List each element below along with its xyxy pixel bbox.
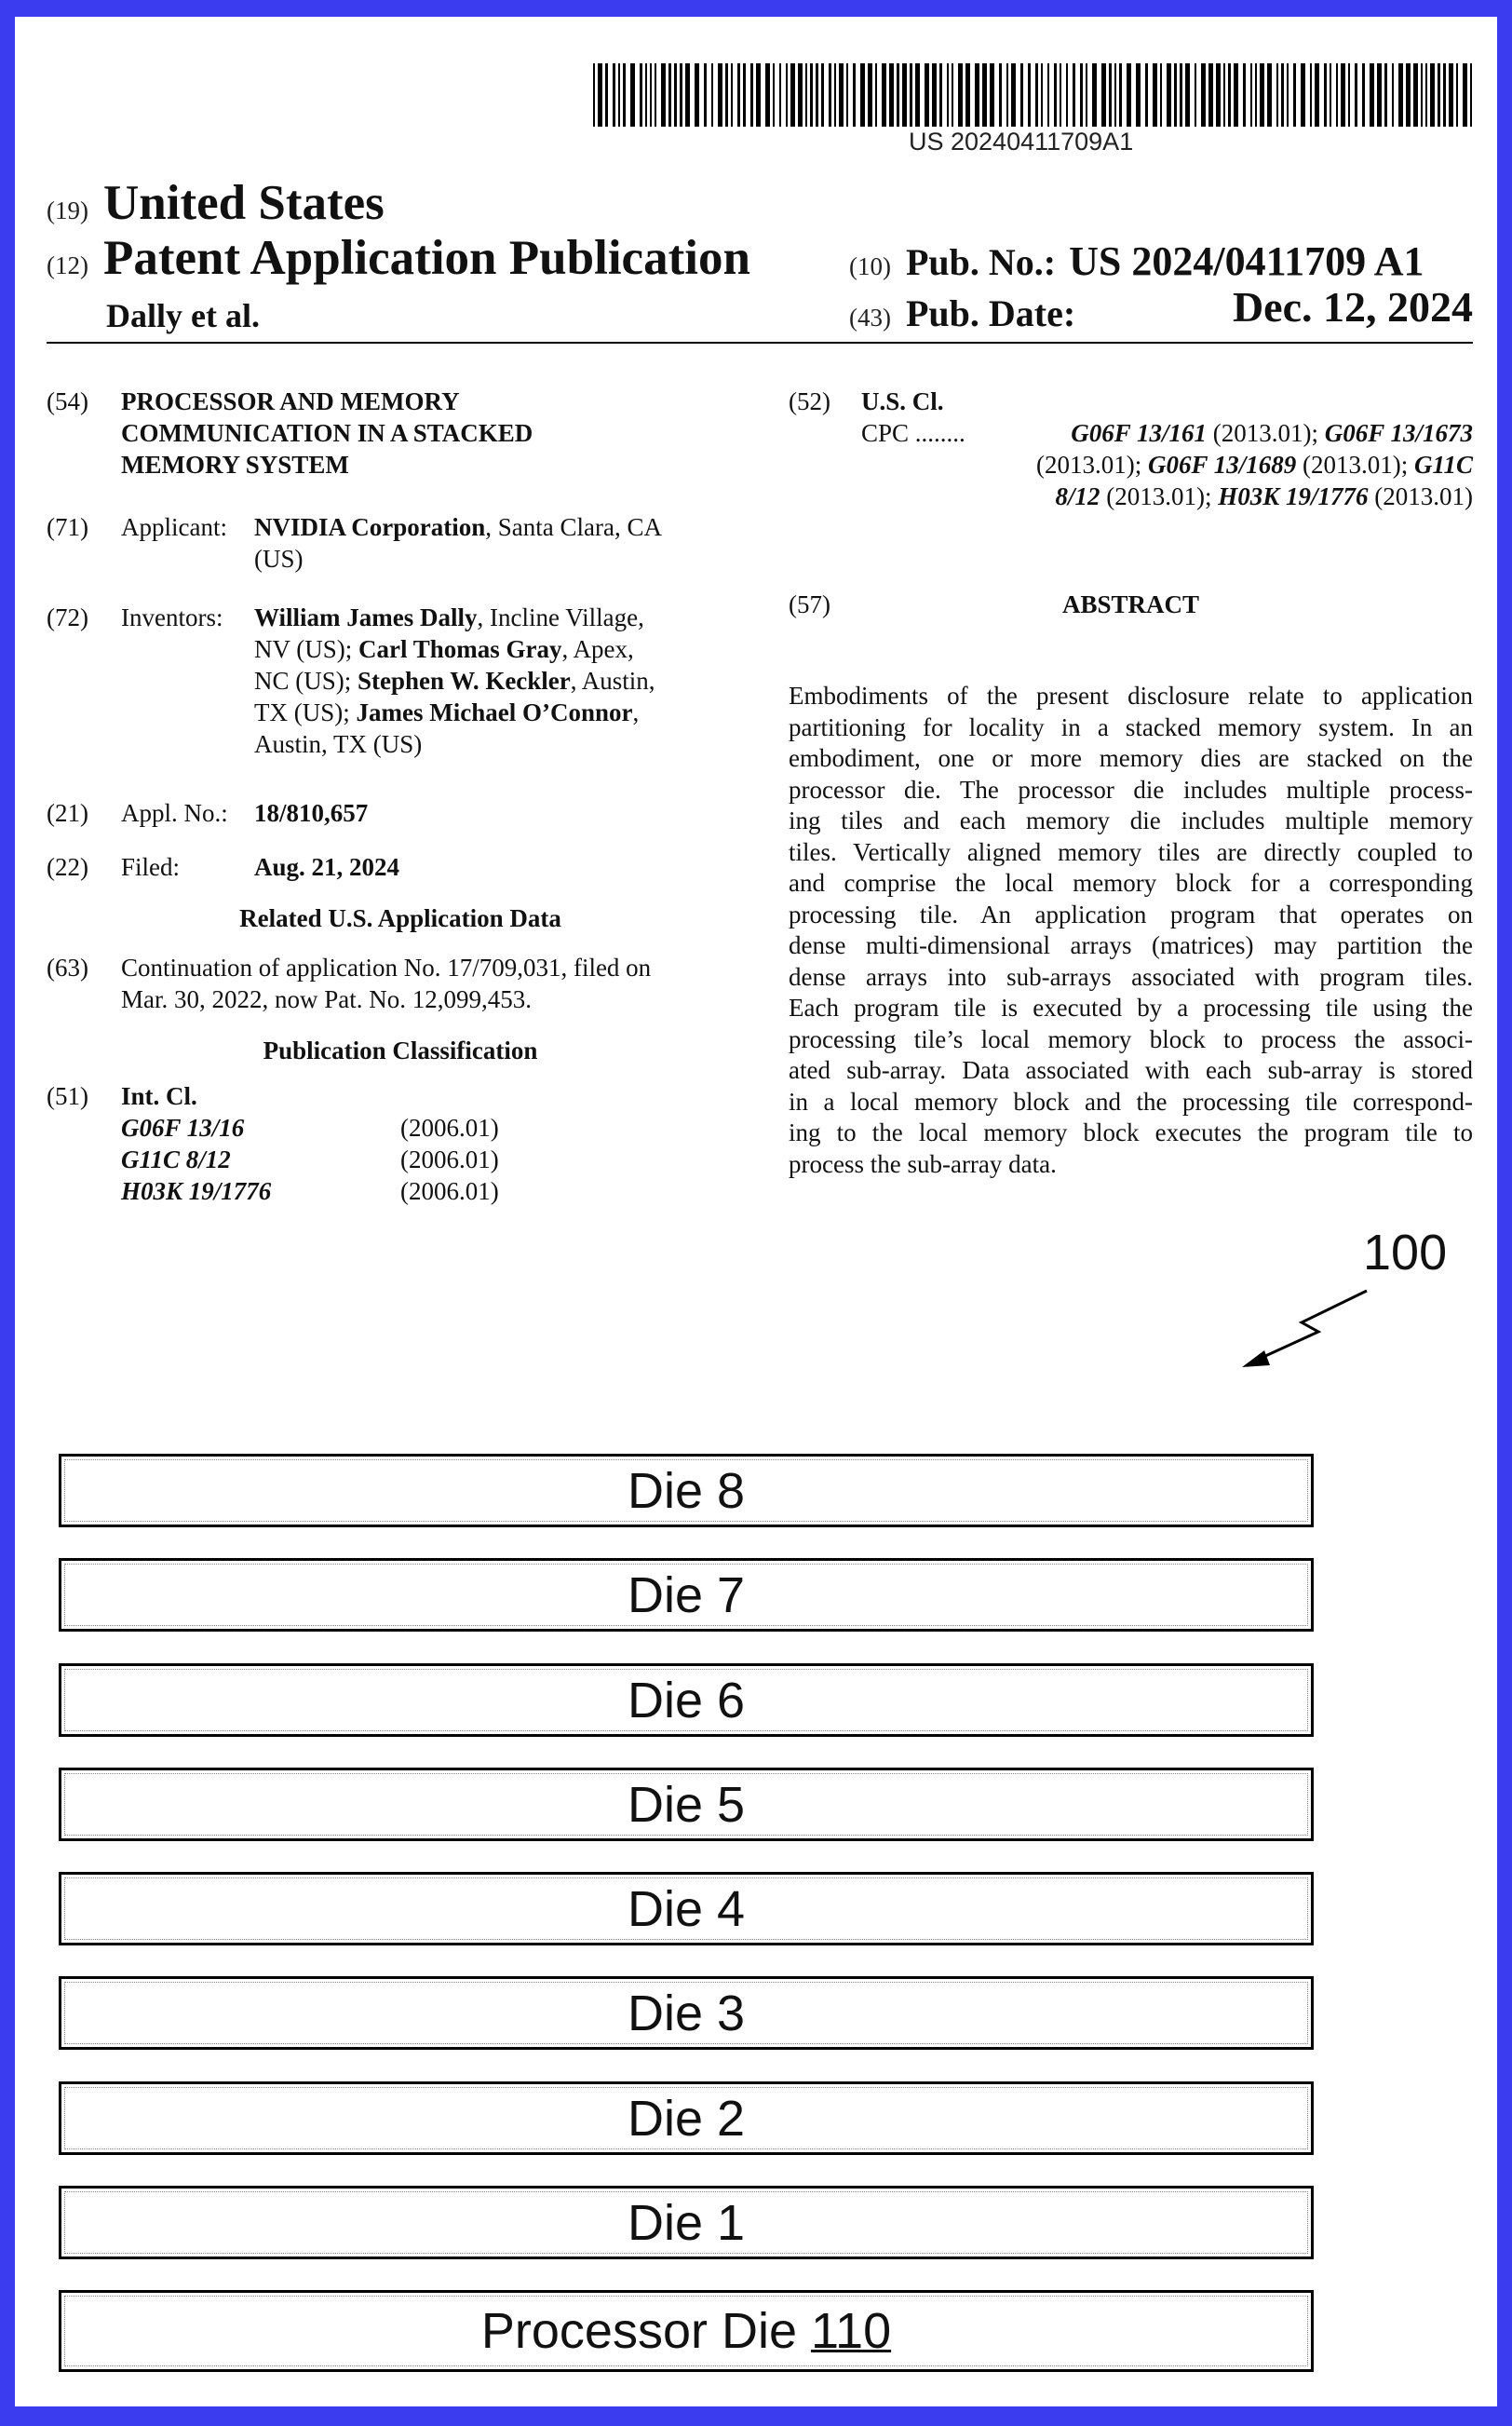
barcode-bar xyxy=(1243,63,1246,127)
uscl-label: U.S. Cl. xyxy=(861,387,944,415)
die-5: Die 5 xyxy=(59,1768,1314,1841)
barcode-bar xyxy=(1145,63,1148,127)
barcode-bar xyxy=(1449,63,1453,127)
barcode-bar xyxy=(1276,63,1278,127)
barcode-bar xyxy=(1281,63,1284,127)
barcode-bar xyxy=(1470,63,1472,127)
barcode-bar xyxy=(598,63,602,127)
barcode-bar xyxy=(1362,63,1365,127)
pub-no-line xyxy=(849,237,1424,285)
related-heading: Related U.S. Application Data xyxy=(239,904,561,932)
barcode-bar xyxy=(1301,63,1305,127)
barcode-bar xyxy=(860,63,865,127)
barcode-bar xyxy=(650,63,652,127)
barcode-bar xyxy=(1054,63,1057,127)
barcode-bar xyxy=(1421,63,1423,127)
barcode-bar xyxy=(1086,63,1087,127)
barcode-bar xyxy=(821,63,824,127)
applicant-code: (71) xyxy=(47,513,88,541)
inventor-1-loc2: NV (US); xyxy=(254,635,359,663)
barcode-bar xyxy=(1160,63,1162,127)
barcode-bar xyxy=(829,63,831,127)
barcode-bar xyxy=(1348,63,1350,127)
processor-die xyxy=(59,2290,1314,2372)
barcode-bar xyxy=(910,63,912,127)
die-2: Die 2 xyxy=(59,2081,1314,2155)
inventor-4-name: James Michael O’Connor xyxy=(356,698,633,726)
intcl-row xyxy=(121,1144,549,1175)
barcode-bar xyxy=(731,63,733,127)
barcode-bar xyxy=(718,63,722,127)
cpc-code-4b: 8/12 xyxy=(1055,482,1100,510)
barcode-bar xyxy=(1330,63,1331,127)
barcode-bar xyxy=(939,63,942,127)
processor-die-ref: 110 xyxy=(811,2303,892,2359)
cpc-code-2: G06F 13/1673 xyxy=(1324,419,1473,447)
continuation xyxy=(121,952,763,1015)
barcode-bar xyxy=(640,63,642,127)
barcode-bar xyxy=(1310,63,1312,127)
pub-no-code: (10) xyxy=(849,252,891,280)
barcode-bar xyxy=(661,63,666,127)
abstract-line: embodiment, one or more memory dies are stacked on the xyxy=(789,744,1473,772)
barcode-bar xyxy=(1174,63,1177,127)
pub-date-code: (43) xyxy=(849,304,891,332)
publication-type-line xyxy=(47,230,750,286)
barcode-bar xyxy=(1109,63,1112,127)
barcode-bar xyxy=(737,63,740,127)
reference-arrow-icon xyxy=(1225,1283,1374,1376)
appl-number: 18/810,657 xyxy=(254,799,369,827)
intcl-year-3: (2006.01) xyxy=(400,1177,499,1205)
title-line-2: COMMUNICATION IN A STACKED xyxy=(121,419,533,447)
continuation-line-2: Mar. 30, 2022, now Pat. No. 12,099,453. xyxy=(121,985,532,1013)
barcode-bar xyxy=(1041,63,1043,127)
barcode-bar xyxy=(655,63,656,127)
barcode-bar xyxy=(1060,63,1061,127)
continuation-line-1: Continuation of application No. 17/709,031, filed on xyxy=(121,954,652,982)
barcode-bar xyxy=(990,63,994,127)
barcode-bar xyxy=(1047,63,1049,127)
barcode-bar xyxy=(1260,63,1264,127)
barcode-bar xyxy=(695,63,699,127)
barcode-bar xyxy=(605,63,608,127)
barcode-bar xyxy=(982,63,987,127)
barcode-bar xyxy=(1208,63,1213,127)
applicant-label: Applicant: xyxy=(121,513,227,541)
barcode-bar xyxy=(839,63,844,127)
appl-label: Appl. No.: xyxy=(121,799,228,827)
barcode-bar xyxy=(1180,63,1182,127)
barcode-bar xyxy=(902,63,907,127)
barcode-bar xyxy=(932,63,937,127)
title-line-1: PROCESSOR AND MEMORY xyxy=(121,387,460,415)
barcode-bar xyxy=(1092,63,1097,127)
inventor-2-loc2: NC (US); xyxy=(254,667,358,695)
inventor-2-name: Carl Thomas Gray xyxy=(358,635,562,663)
barcode-bar xyxy=(1384,63,1387,127)
barcode-bar xyxy=(1011,63,1016,127)
barcode-bar xyxy=(1136,63,1141,127)
cpc-code-1: G06F 13/161 xyxy=(1071,419,1207,447)
die-3: Die 3 xyxy=(59,1976,1314,2050)
barcode xyxy=(593,63,1473,127)
barcode-bar xyxy=(853,63,856,127)
cpc-year-5: (2013.01) xyxy=(1368,482,1473,510)
barcode-bar xyxy=(756,63,761,127)
publication-type: Patent Application Publication xyxy=(102,231,750,285)
inventor-4-loc2: Austin, TX (US) xyxy=(254,730,423,758)
barcode-bar xyxy=(668,63,671,127)
barcode-bar xyxy=(1020,63,1023,127)
filed-code: (22) xyxy=(47,853,88,881)
barcode-bar xyxy=(790,63,795,127)
cpc-code-4a: G11C xyxy=(1413,451,1473,479)
title-line-3: MEMORY SYSTEM xyxy=(121,451,349,479)
barcode-bar xyxy=(1456,63,1458,127)
barcode-bar xyxy=(1080,63,1083,127)
abstract-line: Each program tile is executed by a processing tile using the xyxy=(789,994,1473,1022)
barcode-bar xyxy=(1185,63,1190,127)
barcode-bar xyxy=(1223,63,1225,127)
barcode-bar xyxy=(805,63,807,127)
barcode-bar xyxy=(773,63,775,127)
barcode-bar xyxy=(1315,63,1319,127)
inventor-3-name: Stephen W. Keckler xyxy=(358,667,571,695)
inventor-3-loc: , Austin, xyxy=(570,667,655,695)
cpc-year-2: (2013.01); xyxy=(1035,451,1148,479)
pub-date-line xyxy=(849,291,1075,335)
barcode-bar xyxy=(897,63,899,127)
barcode-bar xyxy=(613,63,615,127)
barcode-bar xyxy=(674,63,677,127)
patent-page xyxy=(15,17,1497,2406)
barcode-bar xyxy=(1073,63,1075,127)
barcode-bar xyxy=(1255,63,1257,127)
barcode-bar xyxy=(1167,63,1171,127)
inventor-3-loc2: TX (US); xyxy=(254,698,357,726)
barcode-bar xyxy=(1006,63,1008,127)
filed-label: Filed: xyxy=(121,853,181,881)
barcode-bar xyxy=(965,63,970,127)
abstract-line: partitioning for locality in a stacked memory system. In an xyxy=(789,712,1473,741)
intcl-code-1: G06F 13/16 xyxy=(121,1114,245,1142)
die-8: Die 8 xyxy=(59,1454,1314,1527)
barcode-bar xyxy=(1216,63,1221,127)
barcode-bar xyxy=(1127,63,1131,127)
abstract-line: and comprise the local memory block for a corresponding xyxy=(789,869,1473,897)
applicant-location: , Santa Clara, CA xyxy=(485,513,662,541)
barcode-bar xyxy=(1201,63,1206,127)
barcode-bar xyxy=(645,63,647,127)
barcode-bar xyxy=(868,63,872,127)
cpc-classification xyxy=(861,417,1473,512)
barcode-bar xyxy=(1119,63,1122,127)
barcode-bar xyxy=(915,63,920,127)
abstract-line: ing tiles and each memory die includes multiple memory xyxy=(789,806,1473,834)
barcode-bar xyxy=(1377,63,1382,127)
type-code: (12) xyxy=(47,251,88,279)
abstract-line: processing tile’s local memory block to process the associ- xyxy=(789,1024,1473,1053)
barcode-bar xyxy=(743,63,746,127)
barcode-bar xyxy=(1035,63,1038,127)
abstract-line: process the sub-array data. xyxy=(789,1149,1057,1178)
die-1: Die 1 xyxy=(59,2186,1314,2259)
barcode-bar xyxy=(711,63,713,127)
intcl-row xyxy=(121,1175,549,1207)
barcode-bar xyxy=(925,63,929,127)
barcode-bar xyxy=(810,63,813,127)
abstract-body xyxy=(789,681,1473,1180)
processor-die-label: Processor Die xyxy=(480,2303,812,2359)
filed-date: Aug. 21, 2024 xyxy=(254,853,400,881)
die-7: Die 7 xyxy=(59,1558,1314,1632)
barcode-bar xyxy=(875,63,877,127)
barcode-bar xyxy=(846,63,848,127)
applicant-country: (US) xyxy=(254,545,304,573)
figure-ref-100: 100 xyxy=(1363,1225,1448,1281)
pub-date-value: Dec. 12, 2024 xyxy=(1232,283,1473,331)
country-name: United States xyxy=(102,176,385,230)
barcode-bar xyxy=(834,63,836,127)
abstract-line: processing tile. An application program that operates on xyxy=(789,900,1473,928)
barcode-bar xyxy=(1153,63,1157,127)
die-4: Die 4 xyxy=(59,1872,1314,1945)
barcode-bar xyxy=(1267,63,1272,127)
barcode-bar xyxy=(1355,63,1357,127)
intcl-code-3: H03K 19/1776 xyxy=(121,1177,272,1205)
header-rule xyxy=(47,342,1473,344)
inventors-list xyxy=(254,602,757,760)
applicant xyxy=(254,511,738,575)
barcode-bar xyxy=(1463,63,1467,127)
barcode-bar xyxy=(623,63,626,127)
intcl-year-2: (2006.01) xyxy=(400,1145,499,1173)
abstract-line: processor die. The processor die includes multiple process- xyxy=(789,775,1473,804)
cpc-year-1: (2013.01); xyxy=(1206,419,1325,447)
barcode-bar xyxy=(1370,63,1374,127)
barcode-bar xyxy=(1028,63,1031,127)
abstract-line: dense multi-dimensional arrays (matrices) may partition the xyxy=(789,931,1473,959)
barcode-bar xyxy=(618,63,620,127)
continuation-code: (63) xyxy=(47,954,88,982)
barcode-bar xyxy=(882,63,886,127)
applicant-name: NVIDIA Corporation xyxy=(254,513,486,541)
barcode-bar xyxy=(958,63,963,127)
inventor-short: Dally et al. xyxy=(106,297,260,334)
barcode-bar xyxy=(779,63,781,127)
barcode-bar xyxy=(1287,63,1289,127)
barcode-number: US 20240411709A1 xyxy=(909,128,1134,156)
barcode-bar xyxy=(1341,63,1345,127)
barcode-bar xyxy=(680,63,682,127)
barcode-bar xyxy=(952,63,953,127)
barcode-bar xyxy=(1336,63,1338,127)
barcode-bar xyxy=(685,63,690,127)
barcode-bar xyxy=(1250,63,1252,127)
barcode-bar xyxy=(750,63,753,127)
intcl-list xyxy=(121,1112,549,1207)
barcode-bar xyxy=(1195,63,1196,127)
country-line xyxy=(47,175,385,231)
invention-title xyxy=(121,386,533,481)
abstract-line: Embodiments of the present disclosure relate to application xyxy=(789,682,1473,710)
pub-no-label: Pub. No.: xyxy=(905,241,1057,283)
barcode-bar xyxy=(1406,63,1411,127)
barcode-bar xyxy=(1101,63,1106,127)
pub-no-value: US 2024/0411709 A1 xyxy=(1069,238,1424,284)
inventor-2-loc: , Apex, xyxy=(561,635,634,663)
barcode-bar xyxy=(1228,63,1231,127)
barcode-bar xyxy=(798,63,803,127)
uscl-code: (52) xyxy=(789,387,830,415)
barcode-bar xyxy=(1066,63,1068,127)
appl-code: (21) xyxy=(47,799,88,827)
cpc-year-4: (2013.01); xyxy=(1100,482,1219,510)
intcl-label: Int. Cl. xyxy=(121,1082,197,1110)
barcode-bar xyxy=(1413,63,1418,127)
barcode-bar xyxy=(704,63,707,127)
barcode-bar xyxy=(630,63,635,127)
barcode-bar xyxy=(1234,63,1238,127)
intcl-row xyxy=(121,1112,549,1144)
barcode-bar xyxy=(1398,63,1403,127)
barcode-bar xyxy=(889,63,894,127)
barcode-bar xyxy=(1443,63,1446,127)
die-6: Die 6 xyxy=(59,1663,1314,1737)
inventors-label: Inventors: xyxy=(121,603,223,631)
inventor-1-name: William James Dally xyxy=(254,603,478,631)
intcl-code-2: G11C 8/12 xyxy=(121,1145,231,1173)
barcode-bar xyxy=(947,63,949,127)
pubclass-heading: Publication Classification xyxy=(263,1037,538,1064)
title-code: (54) xyxy=(47,387,88,415)
abstract-line: ated sub-array. Data associated with each sub-array is stored xyxy=(789,1056,1473,1084)
abstract-line: in a local memory block and the processing tile correspond- xyxy=(789,1087,1473,1116)
country-code: (19) xyxy=(47,197,88,224)
abstract-line: dense arrays into sub-arrays associated with program tiles. xyxy=(789,962,1473,991)
inventor-1-loc: , Incline Village, xyxy=(477,603,644,631)
cpc-code-3: G06F 13/1689 xyxy=(1147,451,1297,479)
abstract-code: (57) xyxy=(789,590,830,618)
pub-date-label: Pub. Date: xyxy=(905,292,1076,334)
abstract-line: ing to the local memory block executes the program tile to xyxy=(789,1118,1473,1146)
barcode-bar xyxy=(1293,63,1296,127)
barcode-bar xyxy=(1392,63,1394,127)
inventor-4-loc: , xyxy=(632,698,640,726)
barcode-bar xyxy=(816,63,818,127)
barcode-bar xyxy=(1425,63,1427,127)
inventors-code: (72) xyxy=(47,603,88,631)
barcode-bar xyxy=(1324,63,1327,127)
barcode-bar xyxy=(1438,63,1440,127)
abstract-line: tiles. Vertically aligned memory tiles are directly coupled to xyxy=(789,837,1473,866)
barcode-bar xyxy=(999,63,1002,127)
barcode-bar xyxy=(1430,63,1435,127)
barcode-bar xyxy=(1114,63,1116,127)
intcl-code: (51) xyxy=(47,1082,88,1110)
barcode-bar xyxy=(975,63,979,127)
barcode-bar xyxy=(765,63,770,127)
intcl-year-1: (2006.01) xyxy=(400,1114,499,1142)
abstract-heading: ABSTRACT xyxy=(1061,590,1200,618)
cpc-code-5: H03K 19/1776 xyxy=(1218,482,1369,510)
barcode-bar xyxy=(786,63,788,127)
barcode-bar xyxy=(593,63,595,127)
cpc-year-3: (2013.01); xyxy=(1296,451,1414,479)
cpc-prefix: CPC ........ xyxy=(861,419,965,447)
barcode-bar xyxy=(725,63,728,127)
